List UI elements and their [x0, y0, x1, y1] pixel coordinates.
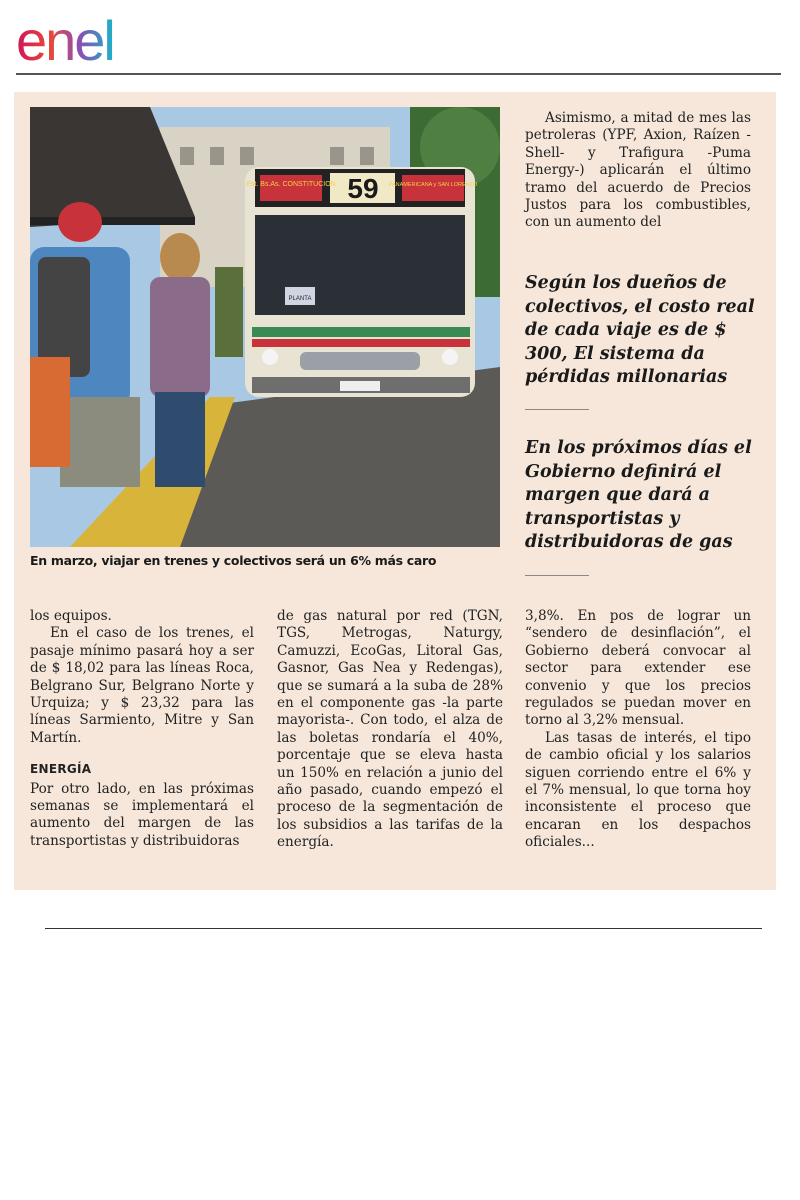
pull-quote-divider [525, 575, 589, 576]
paragraph: En el caso de los trenes, el pasaje mínimo pasará hoy a ser de $ 18,02 para las líneas Roca, Belgrano Sur, Belgrano Norte y Urquiza; y $ 23,32 para las líneas Sarmiento, Mitre y San Martín. [30, 625, 254, 746]
photo-caption: En marzo, viajar en trenes y colectivos será un 6% más caro [30, 553, 437, 568]
bus-photo [30, 107, 500, 547]
bus-sign-left: Est. Bs.As. CONSTITUCION [246, 181, 336, 188]
bus-sign-right: PANAMERICANA y SAN LORENZO [388, 182, 478, 188]
bus-stop-illustration [30, 107, 500, 547]
header-rule [16, 73, 781, 75]
paragraph: Las tasas de interés, el tipo de cambio oficial y los salarios siguen corriendo entre el 6% y el 7% mensual, lo que torna hoy inconsistente el proceso que encaran en los despachos oficiales... [525, 729, 751, 851]
logo-text: enel [16, 14, 114, 70]
footer-rule [45, 928, 762, 929]
paragraph: de gas natural por red (TGN, TGS, Metrogas, Naturgy, Camuzzi, EcoGas, Litoral Gas, Gasnor, Gas Nea y Redengas), que se sumará a la suba de 28% en el componente gas -la parte mayorista-. Con todo, el alza de las boletas rondaría el 40%, porcentaje que se eleva hasta un 150% en relación a junio del año pasado, cuando empezó el proceso de la segmentación de los subsidios a las tarifas de la energía. [277, 608, 503, 851]
bus-route-number: 59 [347, 173, 379, 204]
bus-badge: PLANTA [288, 296, 312, 302]
paragraph: Por otro lado, en las próximas semanas se implementará el aumento del margen de las transportistas y distribuidoras [30, 780, 254, 849]
pull-quote-1: Según los dueños de colectivos, el costo real de cada viaje es de $ 300, El sistema da pérdidas millonarias [525, 273, 755, 387]
paragraph: Asimismo, a mitad de mes las petroleras (YPF, Axion, Raízen -Shell- y Trafigura -Puma Energy-) aplicarán el último tramo del acuerdo de Precios Justos para los combustibles, con un aumento del [525, 110, 751, 231]
enel-logo [16, 14, 176, 70]
enel-logo-graphic [16, 14, 176, 70]
pull-quote-divider [525, 409, 589, 410]
right-column-top [525, 110, 751, 232]
section-heading: ENERGÍA [30, 762, 92, 777]
pull-quote-2: En los próximos días el Gobierno definirá el margen que dará a transportistas y distribuidoras de gas [525, 438, 752, 552]
paragraph: 3,8%. En pos de lograr un “sendero de desinflación”, el Gobierno deberá convocar al sector para extender ese convenio y que los precios regulados se puedan mover en torno al 3,2% mensual. [525, 608, 751, 729]
article-column-1 [30, 608, 254, 850]
article-column-2 [277, 608, 503, 852]
paragraph: los equipos. [30, 608, 112, 624]
article-column-3 [525, 608, 751, 852]
